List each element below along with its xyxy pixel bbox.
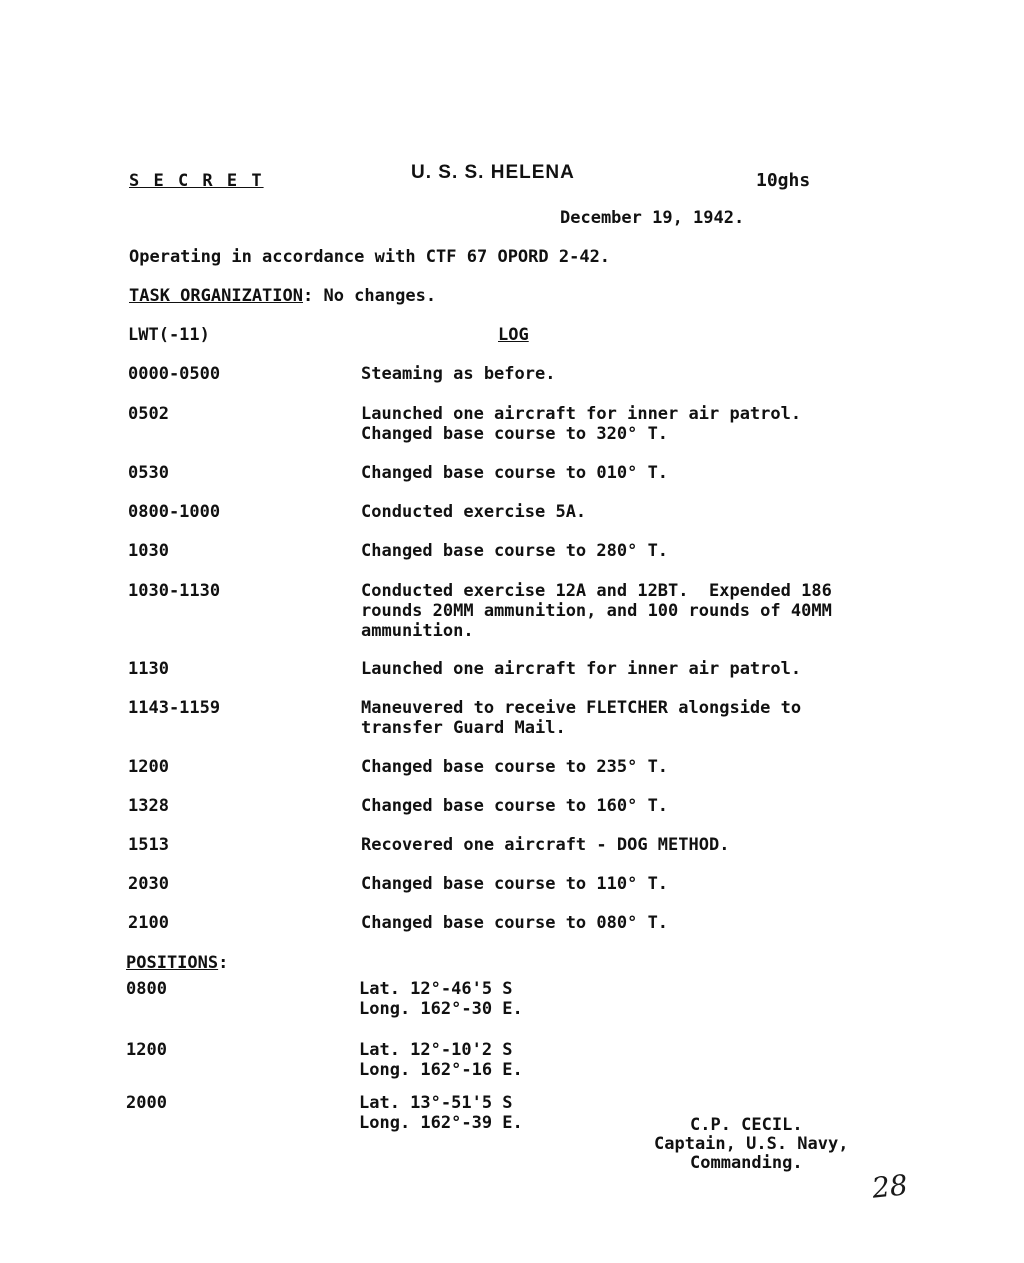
log-entry: Changed base course to 280° T. (361, 541, 669, 561)
log-entry: Changed base course to 010° T. (361, 463, 669, 483)
log-entry: Changed base course to 110° T. (361, 874, 669, 894)
log-entry: Changed base course to 235° T. (361, 757, 669, 777)
operating-statement: Operating in accordance with CTF 67 OPORD 2-42. (129, 247, 611, 267)
log-entry: Steaming as before. (361, 364, 556, 384)
position-time: 0800 (126, 979, 167, 999)
log-entry: Changed base course to 160° T. (361, 796, 669, 816)
log-time: 0530 (128, 463, 169, 483)
position-coordinates: Lat. 12°-10'2 S Long. 162°-16 E. (359, 1040, 523, 1080)
signature-role: Commanding. (690, 1153, 803, 1173)
log-time: 1130 (128, 659, 169, 679)
log-header: LOG (498, 325, 529, 345)
document-date: December 19, 1942. (560, 208, 745, 228)
positions-label: POSITIONS (126, 953, 219, 973)
signature-name: C.P. CECIL. (690, 1115, 803, 1135)
task-organization-label: TASK ORGANIZATION (129, 286, 303, 306)
position-time: 2000 (126, 1093, 167, 1113)
position-coordinates: Lat. 12°-46'5 S Long. 162°-30 E. (359, 979, 523, 1019)
log-time: 1030 (128, 541, 169, 561)
position-time: 1200 (126, 1040, 167, 1060)
log-entry: Maneuvered to receive FLETCHER alongside to transfer Guard Mail. (361, 698, 802, 738)
handwritten-page-number: 28 (870, 1168, 910, 1205)
ship-name: U. S. S. HELENA (411, 162, 575, 183)
log-time: 1513 (128, 835, 169, 855)
serial-number: 10ghs (756, 170, 811, 191)
log-entry: Launched one aircraft for inner air patrol. Changed base course to 320° T. (361, 404, 802, 444)
log-entry: Recovered one aircraft - DOG METHOD. (361, 835, 730, 855)
positions-colon: : (218, 953, 229, 973)
log-time: 1200 (128, 757, 169, 777)
log-time: 2100 (128, 913, 169, 933)
log-entry: Conducted exercise 5A. (361, 502, 587, 522)
log-time: 1328 (128, 796, 169, 816)
log-time: 0000-0500 (128, 364, 221, 384)
task-organization-value: : No changes. (303, 286, 437, 306)
log-entry: Conducted exercise 12A and 12BT. Expended 186 rounds 20MM ammunition, and 100 rounds of 40MM ammunition. (361, 581, 832, 641)
signature-rank: Captain, U.S. Navy, (654, 1134, 849, 1154)
task-organization-line (129, 286, 436, 306)
log-time: 1030-1130 (128, 581, 221, 601)
log-time: 0800-1000 (128, 502, 221, 522)
classification-marking: S E C R E T (129, 171, 264, 191)
log-entry: Changed base course to 080° T. (361, 913, 669, 933)
time-zone-header: LWT(-11) (128, 325, 210, 345)
log-entry: Launched one aircraft for inner air patrol. (361, 659, 802, 679)
position-coordinates: Lat. 13°-51'5 S Long. 162°-39 E. (359, 1093, 523, 1133)
log-time: 1143-1159 (128, 698, 221, 718)
log-time: 0502 (128, 404, 169, 424)
positions-heading (126, 953, 228, 973)
log-time: 2030 (128, 874, 169, 894)
